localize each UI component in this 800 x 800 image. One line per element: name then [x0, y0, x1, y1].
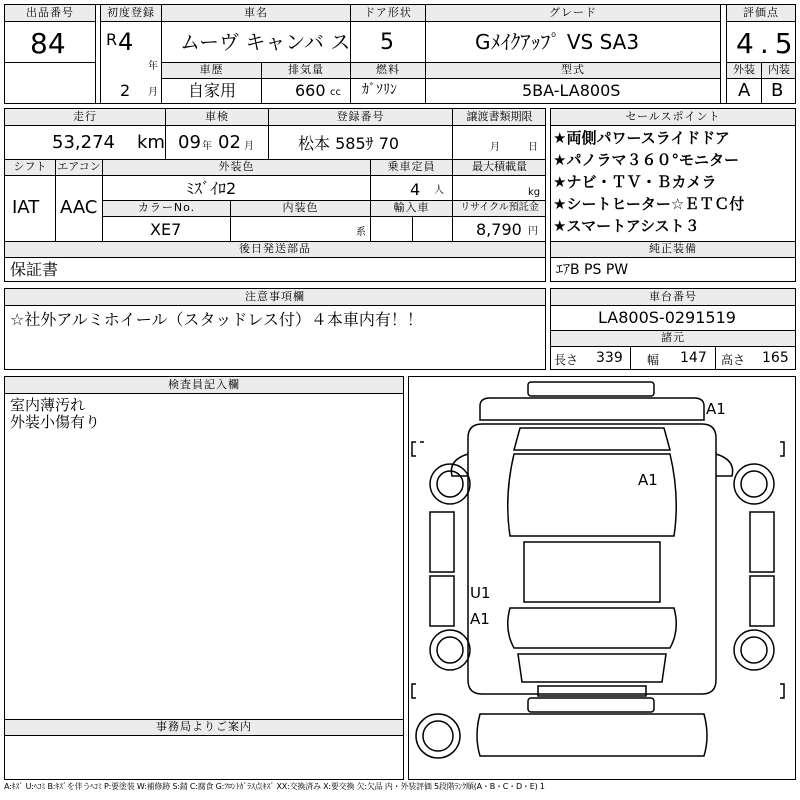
rear-window [508, 608, 677, 648]
interior-grade-label: 内装 [768, 63, 790, 76]
fuel-label: 燃料 [376, 63, 400, 76]
color-no: XE7 [150, 220, 182, 239]
damage-mark: A1 [470, 610, 490, 628]
reg-no: 松本 585ｻ 70 [298, 134, 400, 153]
capacity-unit: 人 [434, 185, 444, 196]
month-unit: 月 [148, 87, 158, 98]
wheel-rear-left [430, 630, 470, 670]
sales-point-item: ★ナビ・ＴＶ・Ｂカメラ [553, 173, 717, 191]
interior-grade: B [771, 80, 784, 101]
roof [524, 542, 660, 602]
width: 147 [680, 350, 707, 366]
model-code: 5BA-LA800S [522, 81, 621, 100]
exterior-grade: A [738, 80, 751, 101]
notes-text: ☆社外アルミホイール（スタッドレス付）４本車内有！！ [10, 310, 423, 329]
capacity-label: 乗車定員 [387, 160, 436, 173]
insp-month-unit: 月 [244, 141, 254, 152]
transfer-day-unit: 日 [528, 142, 538, 153]
sales-points-label: セールスポイント [625, 110, 721, 123]
reg-no-label: 登録番号 [336, 110, 385, 123]
sales-point-item: ★シートヒーター☆ＥＴＣ付 [553, 195, 745, 213]
year-unit: 年 [148, 61, 158, 72]
inspector-line: 室内薄汚れ [10, 396, 86, 414]
front-panel [480, 398, 704, 420]
first-reg-year: 4 [118, 28, 134, 56]
first-reg-label: 初度登録 [107, 6, 155, 19]
int-color-label: 内装色 [282, 201, 319, 214]
left-front-door [430, 512, 454, 572]
import-label: 輸入車 [393, 201, 430, 214]
legend: A:ｷｽﾞ U:ﾍｺﾐ B:ｷｽﾞを伴うﾍｺﾐ P:要塗装 W:補修跡 S:錆 C:腐食 G:ﾌﾛﾝﾄｶﾞﾗｽ点ｷｽﾞ XX:交換済み X:要交換 欠:欠品 内・外装評価 5段階ﾗﾝｸ順(A・B・C・D・E) 1 [4, 782, 545, 791]
grade: Gﾒｲｸｱｯﾌﾟ VS SA3 [475, 30, 640, 54]
recycle-label: リサイクル預託金 [460, 202, 539, 213]
sales-point-item: ★パノラマ３６０°モニター [553, 151, 739, 169]
length-label: 長さ [554, 353, 579, 367]
capacity: 4 [410, 180, 421, 199]
hood [514, 428, 670, 450]
length: 339 [596, 350, 623, 366]
equipment: ｴｱB PS PW [556, 262, 629, 278]
right-mirror [716, 454, 733, 476]
front-bumper [528, 382, 654, 396]
later-parts-label: 後日発送部品 [239, 242, 311, 255]
recycle-unit: 円 [528, 226, 538, 237]
shift-label: シフト [13, 160, 47, 173]
inspector-line: 外装小傷有り [10, 413, 101, 431]
car-name: ムーヴ キャンバ ス [180, 30, 351, 54]
lot-no: 84 [30, 27, 66, 60]
car-name-label: 車名 [244, 6, 268, 19]
wheel-front-left [430, 464, 470, 504]
grade-label: グレード [549, 6, 597, 19]
mileage: 53,274 [52, 132, 115, 153]
windshield [508, 454, 677, 536]
inspection-label: 車検 [205, 110, 229, 123]
insp-month: 02 [218, 132, 241, 153]
exterior-grade-label: 外装 [733, 63, 755, 76]
era: R [106, 30, 118, 49]
transfer-month-unit: 月 [490, 142, 500, 153]
color-no-label: カラーNo. [137, 201, 196, 214]
right-rear-door [750, 576, 774, 626]
damage-mark: A1 [638, 471, 658, 489]
shift: IAT [12, 197, 40, 218]
wheel-rear-right [734, 630, 774, 670]
mileage-unit: km [137, 132, 165, 153]
door-label: ドア形状 [364, 6, 412, 19]
recycle: 8,790 [476, 220, 522, 239]
mileage-label: 走行 [73, 110, 97, 123]
max-load-label: 最大積載量 [472, 160, 527, 173]
insp-year: 09 [178, 132, 201, 153]
doors: 5 [380, 30, 394, 55]
car-diagram [408, 376, 796, 780]
score-label: 評価点 [743, 6, 779, 19]
notes-label: 注意事項欄 [245, 290, 305, 303]
fuel: ｶﾞｿﾘﾝ [362, 82, 397, 98]
ac-label: エアコン [57, 160, 101, 173]
left-rear-door [430, 576, 454, 626]
lot-no-label: 出品番号 [26, 6, 74, 19]
spec-label: 諸元 [661, 331, 685, 344]
sales-point-item: ★両側パワースライドドア [553, 129, 730, 147]
displacement-label: 排気量 [288, 63, 324, 76]
tailgate [518, 654, 666, 682]
int-color-unit: 系 [356, 227, 366, 238]
sales-point-item: ★スマートアシスト３ [553, 217, 700, 235]
height-label: 高さ [721, 353, 746, 367]
height: 165 [762, 350, 789, 366]
score: 4.5 [736, 27, 799, 60]
displacement: 660 [295, 81, 326, 100]
insp-year-unit: 年 [202, 141, 212, 152]
first-reg-month: 2 [120, 81, 131, 100]
chassis-label: 車台番号 [649, 290, 697, 303]
displacement-unit: cc [330, 87, 341, 98]
damage-mark: U1 [470, 584, 491, 602]
wheel-front-right [734, 464, 774, 504]
history-label: 車歴 [199, 63, 224, 76]
model-code-label: 型式 [561, 63, 585, 76]
history: 自家用 [188, 81, 237, 100]
equipment-label: 純正装備 [649, 242, 697, 255]
transfer-label: 譲渡書類期限 [466, 110, 533, 123]
inspector-label: 検査員記入欄 [168, 378, 240, 391]
max-load-unit: kg [528, 187, 541, 198]
rear-underbody [477, 714, 707, 756]
right-front-door [750, 512, 774, 572]
width-label: 幅 [647, 353, 660, 367]
ac: AAC [60, 197, 98, 218]
ext-color: ﾐｽﾞｲﾛ2 [186, 179, 237, 198]
later-parts: 保証書 [10, 260, 59, 279]
chassis-no: LA800S-0291519 [598, 308, 736, 327]
rear-bumper [528, 698, 654, 712]
damage-mark: A1 [706, 400, 726, 418]
office-label: 事務局よりご案内 [156, 720, 252, 733]
ext-color-label: 外装色 [218, 160, 255, 173]
